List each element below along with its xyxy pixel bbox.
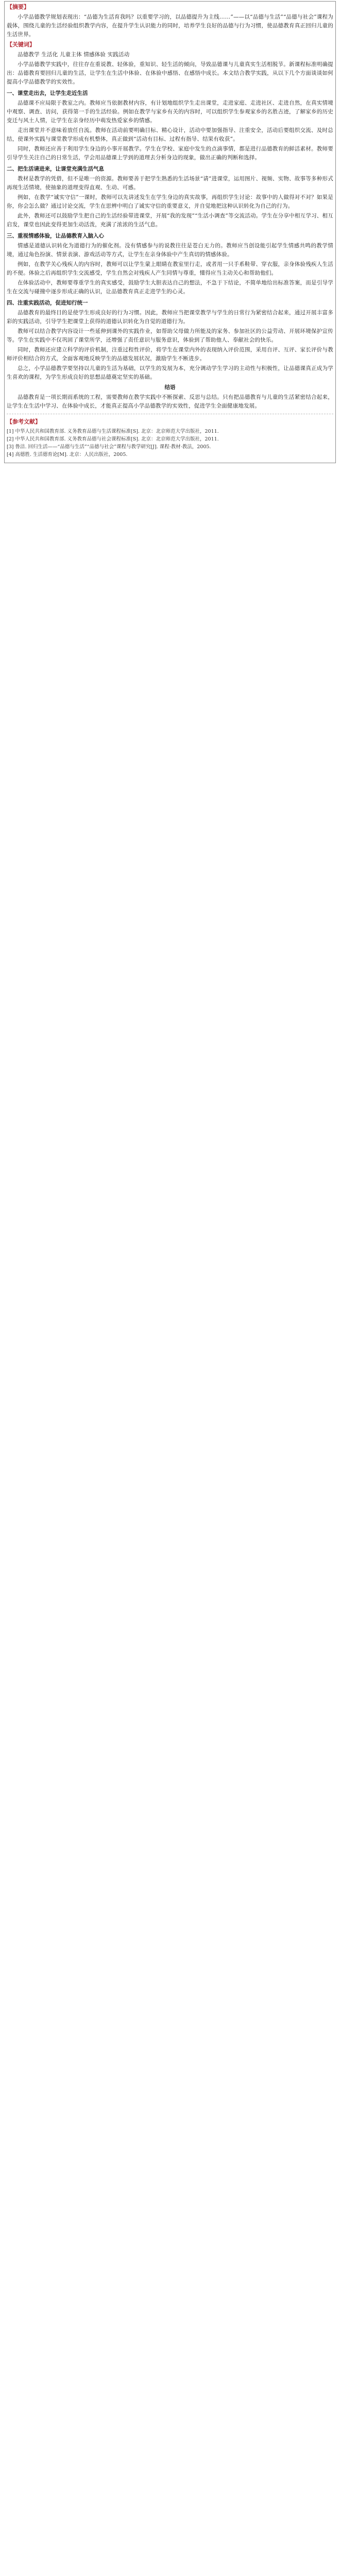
reference-item: [4] 高德胜. 生活德育论[M]. 北京：人民出版社，2005. <box>7 452 128 457</box>
reference-item: [3] 鲁洁. 回归生活——“品德与生活”“品德与社会”课程与教学研究[J]. 课程·教材·教法，2005. <box>7 444 211 450</box>
section-paragraph: 总之，小学品德教学要坚持以儿童的生活为基础，以学生的发展为本，充分调动学生学习的主动性与积极性，让品德课真正成为学生喜欢的课程，为学生形成良好的思想品德奠定坚实的基础。 <box>7 365 333 380</box>
keywords-label: 【关键词】 <box>7 41 35 48</box>
section-1 <box>7 89 333 162</box>
references-block <box>7 414 333 459</box>
section-heading: 二、把生活请进来，让课堂充满生活气息 <box>7 166 104 172</box>
section-paragraph: 走出课堂并不意味着放任自流。教师在活动前要明确目标、精心设计，活动中要加强指导、注重安全，活动后要组织交流、及时总结，使课外实践与课堂教学形成有机整体，真正做到“活动有目标、过程有指导、结果有收获”。 <box>7 127 333 142</box>
section-4 <box>7 298 333 382</box>
section-paragraph: 此外，教师还可以鼓励学生把自己的生活经验带进课堂，开展“我的发现”“生活小调查”等交流活动。学生在分享中相互学习、相互启发，课堂也因此变得更加生动活泼，充满了浓浓的生活气息。 <box>7 213 333 228</box>
section-paragraph: 例如，在教学关心残疾人的内容时，教师可以让学生蒙上眼睛在教室里行走，或者用一只手系鞋带、穿衣服，亲身体验残疾人生活的不便。体验之后再组织学生交流感受，学生自然会对残疾人产生同情与尊重，懂得应当主动关心和帮助他们。 <box>7 261 333 276</box>
section-paragraph: 教材是教学的凭借，但不是唯一的资源。教师要善于把学生熟悉的生活场景“请”进课堂，运用图片、视频、实物、故事等多种形式再现生活情境，使抽象的道理变得直观、生动、可感。 <box>7 176 333 191</box>
reference-item: [1] 中华人民共和国教育部. 义务教育品德与生活课程标准[S]. 北京：北京师范大学出版社，2011. <box>7 429 219 434</box>
section-heading: 三、重视情感体验，让品德教育入脑入心 <box>7 233 104 239</box>
section-paragraph: 在体验活动中，教师要尊重学生的真实感受，鼓励学生大胆表达自己的想法，不急于下结论，不简单地给出标准答案，而是引导学生在交流与碰撞中逐步形成正确的认识，让品德教育真正走进学生的心灵。 <box>7 280 333 295</box>
section-paragraph: 例如，在教学“诚实守信”一课时，教师可以先讲述发生在学生身边的真实故事，再组织学生讨论：故事中的人做得对不对？如果是你，你会怎么做？通过讨论交流，学生在思辨中明白了诚实守信的重要意义，并自觉地把这种认识转化为自己的行为。 <box>7 194 333 209</box>
section-paragraph: 教师可以结合教学内容设计一些延伸到课外的实践作业，如帮助父母做力所能及的家务、参加社区的公益劳动、开展环境保护宣传等。学生在实践中不仅巩固了课堂所学，还增强了责任意识与服务意识，体验到了帮助他人、奉献社会的快乐。 <box>7 328 333 343</box>
conclusion-paragraph: 品德教育是一项长期而系统的工程，需要教师在教学实践中不断探索、反思与总结。只有把品德教育与儿童的生活紧密结合起来，让学生在生活中学习、在体验中成长，才能真正提高小学品德教学的实效性，促进学生全面健康地发展。 <box>7 394 333 409</box>
section-paragraph: 同时，教师还应善于利用学生身边的小事开展教学。学生在学校、家庭中发生的点滴事情，都是进行品德教育的鲜活素材。教师要引导学生关注自己的日常生活，学会用品德课上学到的道理去分析身边的现象，做出正确的判断和选择。 <box>7 146 333 161</box>
reference-item: [2] 中华人民共和国教育部. 义务教育品德与社会课程标准[S]. 北京：北京师范大学出版社，2011. <box>7 436 219 442</box>
section-paragraph: 品德教育的最终目的是使学生形成良好的行为习惯。因此，教师应当把课堂教学与学生的日常行为紧密结合起来，通过开展丰富多彩的实践活动，引导学生把课堂上获得的道德认识转化为自觉的道德行为。 <box>7 310 333 325</box>
section-heading: 一、课堂走出去，让学生走近生活 <box>7 90 88 96</box>
conclusion-title: 结语 <box>164 384 176 391</box>
section-paragraph: 情感是道德认识转化为道德行为的催化剂。没有情感参与的说教往往是苍白无力的。教师应当创设能引起学生情感共鸣的教学情境，通过角色扮演、情景表演、游戏活动等方式，让学生在亲身体验中产生真切的情感体验。 <box>7 243 333 258</box>
section-heading: 四、注重实践活动，促进知行统一 <box>7 300 88 306</box>
section-2 <box>7 164 333 229</box>
keywords-text: 品德教学 生活化 儿童主体 情感体验 实践活动 <box>18 52 130 58</box>
article-frame <box>4 1 336 463</box>
section-paragraph: 品德课不应局限于教室之内。教师应当依据教材内容，有计划地组织学生走出课堂，走进家庭、走进社区、走进自然，在真实情境中观察、调查、访问，获得第一手的生活经验。例如在教学与家乡有关的内容时，可以组织学生参观家乡的名胜古迹，了解家乡的历史变迁与风土人情，让学生在亲身经历中萌发热爱家乡的情感。 <box>7 100 333 124</box>
abstract-text: 小学品德教学规划表现出：“品德为生活育我吗？以重要学习的，以品德提升为主线……”——以“品德与生活”“品德与社会”课程为载体，围绕儿童的生活经验组织教学内容，在提升学生认识能力的同时，培养学生良好的品德与行为习惯，使品德教育真正回归儿童的生活世界。 <box>7 14 333 38</box>
intro-paragraph: 小学品德教学实践中，往往存在重说教、轻体验，重知识、轻生活的倾向，导致品德课与儿童真实生活相脱节。新课程标准明确提出：品德教育要回归儿童的生活，让学生在生活中体验、在体验中感悟、在感悟中成长。本文结合教学实践，从以下几个方面谈谈如何提高小学品德教学的实效性。 <box>7 61 333 85</box>
section-3 <box>7 231 333 296</box>
references-label: 【参考文献】 <box>7 418 41 425</box>
section-paragraph: 同时，教师还应建立科学的评价机制，注重过程性评价，将学生在课堂内外的表现纳入评价范围，采用自评、互评、家长评价与教师评价相结合的方式，全面客观地反映学生的品德发展状况，激励学生不断进步。 <box>7 347 333 362</box>
abstract-label: 【摘要】 <box>7 4 29 10</box>
